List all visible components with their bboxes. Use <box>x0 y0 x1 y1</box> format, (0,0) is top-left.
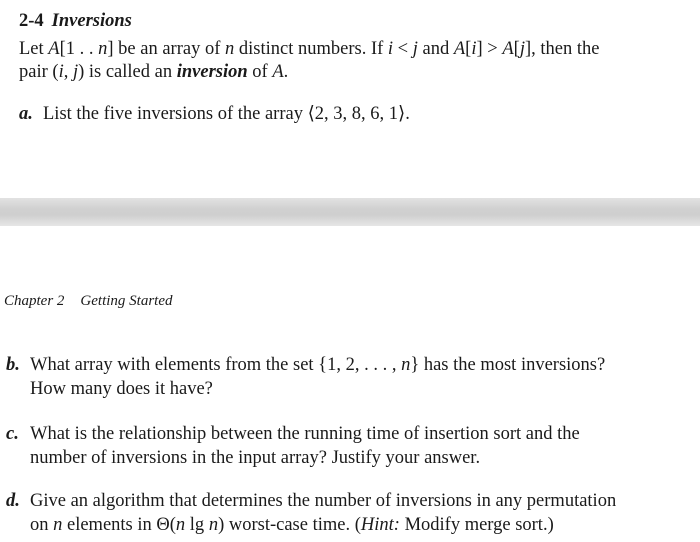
text: ] > <box>476 39 503 59</box>
text: elements in Θ( <box>62 515 176 535</box>
math: j <box>72 62 79 82</box>
math: j <box>412 39 418 59</box>
text: Let <box>19 39 49 59</box>
text: pair ( <box>19 62 59 82</box>
part-b-label: b. <box>6 355 20 375</box>
text: lg <box>185 515 209 535</box>
text: [ <box>465 39 472 59</box>
text: distinct numbers. If <box>234 39 388 59</box>
text: [1 . . <box>59 39 99 59</box>
page-separator <box>0 198 700 226</box>
text: ) is called an <box>78 62 177 82</box>
problem-heading <box>19 10 132 32</box>
intro-line-2 <box>19 61 288 83</box>
text: Modify merge sort.) <box>399 515 554 535</box>
text: . <box>283 62 289 82</box>
part-a <box>19 103 410 125</box>
term-inversion: inversion <box>176 62 248 82</box>
part-c-line-1 <box>6 423 580 445</box>
math: A <box>453 39 466 59</box>
text: What is the relationship between the running time of insertion sort and the <box>30 424 580 444</box>
intro-line-1 <box>19 38 599 60</box>
math: n <box>98 39 108 59</box>
text: ] be an array of <box>107 39 226 59</box>
running-head-section: Getting Started <box>80 293 173 309</box>
hint-label: Hint: <box>360 515 400 535</box>
text: ], then the <box>524 39 600 59</box>
math: n <box>225 39 235 59</box>
text: on <box>30 515 54 535</box>
math: n <box>53 515 63 535</box>
math: j <box>519 39 525 59</box>
math: A <box>48 39 60 59</box>
math: A <box>502 39 514 59</box>
math: n <box>208 515 219 535</box>
text: and <box>417 39 454 59</box>
part-b-line-1 <box>6 354 605 376</box>
math: i <box>387 39 394 59</box>
part-d-line-2 <box>30 514 554 536</box>
part-c-label: c. <box>6 424 19 444</box>
running-head-chapter: Chapter 2 <box>4 293 65 309</box>
math: n <box>175 515 186 535</box>
text: , <box>63 62 73 82</box>
part-a-label: a. <box>19 104 33 124</box>
part-a-text: List the five inversions of the array ⟨2, 3, 8, 6, 1⟩. <box>43 104 410 124</box>
math: A <box>272 62 284 82</box>
problem-title: Inversions <box>51 11 132 31</box>
part-c-line-2: number of inversions in the input array? Justify your answer. <box>30 448 481 468</box>
math: i <box>471 39 477 59</box>
running-head <box>4 293 173 310</box>
text: [ <box>513 39 520 59</box>
text: < <box>393 39 413 59</box>
math: n <box>401 355 411 375</box>
text: of <box>247 62 273 82</box>
text: Give an algorithm that determines the number of inversions in any permutation <box>30 491 617 511</box>
part-d-label: d. <box>6 491 20 511</box>
text: } has the most inversions? <box>410 355 606 375</box>
math: i <box>58 62 64 82</box>
text: What array with elements from the set {1, 2, . . . , <box>30 355 402 375</box>
part-d-line-1 <box>6 490 616 512</box>
text: ) worst-case time. ( <box>218 515 361 535</box>
part-b-line-2: How many does it have? <box>30 379 213 399</box>
problem-number: 2-4 <box>19 11 44 31</box>
